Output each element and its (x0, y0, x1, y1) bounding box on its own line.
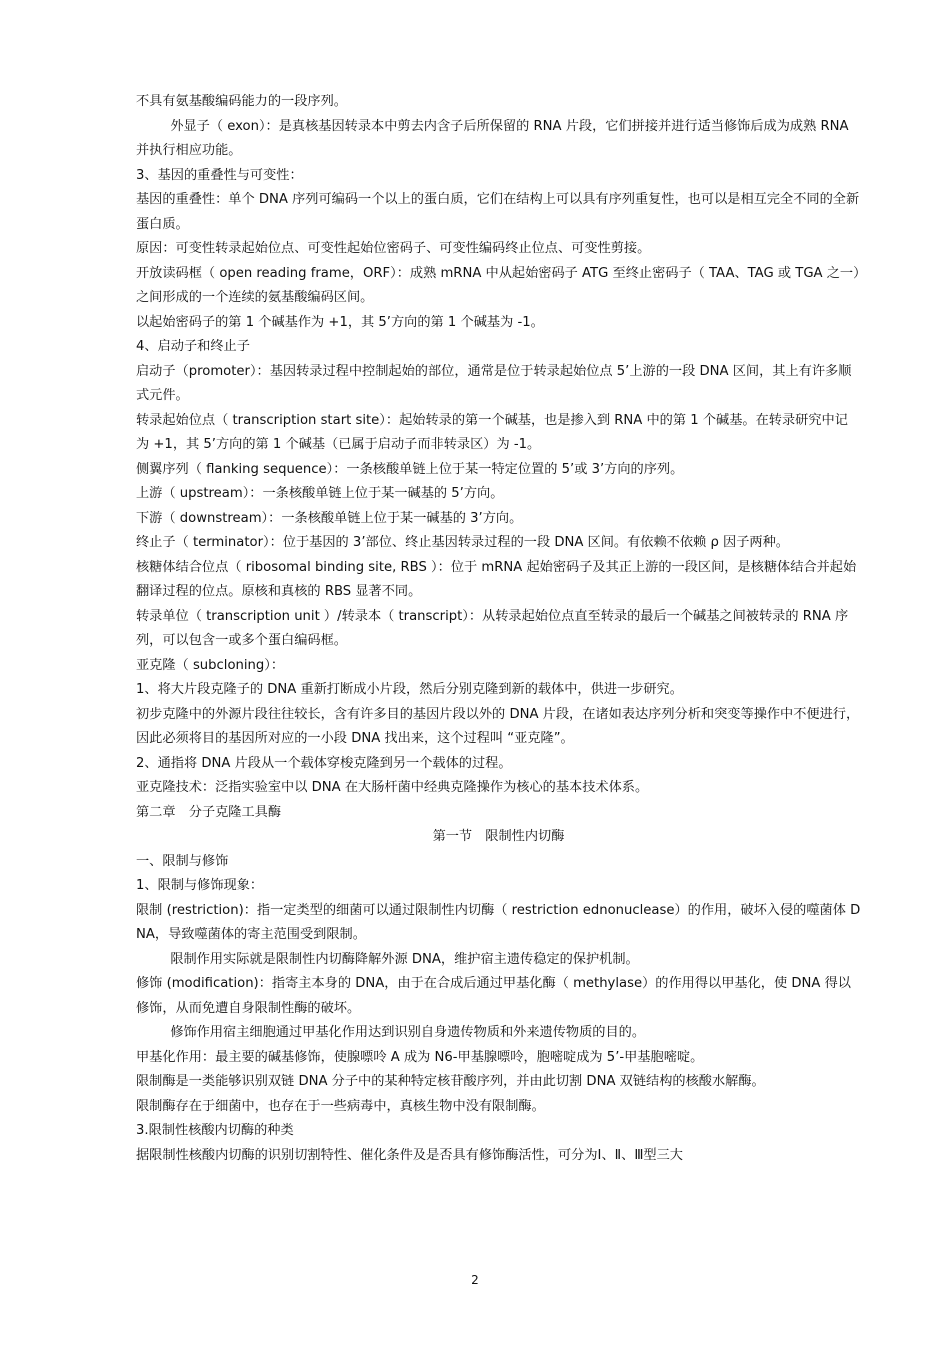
paragraph: 转录单位（ transcription unit ）/转录本（ transcript）：从转录起始位点直至转录的最后一个碱基之间被转录的 RNA 序列，可以包含一或多个蛋白编码框。 (136, 608, 849, 648)
paragraph: 核糖体结合位点（ ribosomal binding site, RBS ）：位于 mRNA 起始密码子及其正上游的一段区间，是核糖体结合并起始翻译过程的位点。原核和真核的 RBS 显著不同。 (136, 559, 857, 599)
section-heading: 一、限制与修饰 (136, 853, 229, 869)
paragraph: 甲基化作用：最主要的碱基修饰，使腺嘌呤 A 成为 N6-甲基腺嘌呤，胞嘧啶成为 5’-甲基胞嘧啶。 (136, 1049, 704, 1065)
document-body (136, 90, 861, 1168)
paragraph: 限制酶存在于细菌中，也存在于一些病毒中，真核生物中没有限制酶。 (136, 1098, 545, 1114)
paragraph: 基因的重叠性：单个 DNA 序列可编码一个以上的蛋白质，它们在结构上可以具有序列重复性，也可以是相互完全不同的全新蛋白质。 (136, 192, 860, 232)
paragraph: 不具有氨基酸编码能力的一段序列。 (136, 94, 347, 109)
paragraph: 1、将大片段克隆子的 DNA 重新打断成小片段，然后分别克隆到新的载体中，供进一步研究。 (136, 682, 683, 697)
paragraph: 修饰作用宿主细胞通过甲基化作用达到识别自身遗传物质和外来遗传物质的目的。 (170, 1025, 646, 1040)
paragraph: 以起始密码子的第 1 个碱基作为 +1，其 5’方向的第 1 个碱基为 -1。 (136, 314, 544, 330)
section-heading: 4、启动子和终止子 (136, 339, 250, 354)
paragraph: 原因：可变性转录起始位点、可变性起始位密码子、可变性编码终止位点、可变性剪接。 (136, 241, 651, 256)
section-heading: 3.限制性核酸内切酶的种类 (136, 1123, 294, 1138)
paragraph: 启动子（promoter）：基因转录过程中控制起始的部位，通常是位于转录起始位点 5’上游的一段 DNA 区间，其上有许多顺式元件。 (136, 363, 852, 403)
section-title: 第一节 限制性内切酶 (432, 829, 565, 844)
page-number: 2 (471, 1273, 479, 1287)
paragraph: 修饰 (modification)：指寄主本身的 DNA，由于在合成后通过甲基化酶（ methylase）的作用得以甲基化，使 DNA 得以修饰，从而免遭自身限制性酶的破坏。 (136, 976, 851, 1016)
paragraph: 外显子（ exon）：是真核基因转录本中剪去内含子后所保留的 RNA 片段，它们拼接并进行适当修饰后成为成熟 RNA 并执行相应功能。 (136, 118, 849, 158)
paragraph: 2、通指将 DNA 片段从一个载体穿梭克隆到另一个载体的过程。 (136, 755, 512, 771)
paragraph: 上游（ upstream）：一条核酸单链上位于某一碱基的 5’方向。 (136, 486, 504, 501)
paragraph: 限制 (restriction)：指一定类型的细菌可以通过限制性内切酶（ restriction ednonuclease）的作用，破坏入侵的噬菌体 DNA，导致噬菌体的寄主范围受到限制。 (136, 902, 861, 942)
section-heading: 1、限制与修饰现象： (136, 878, 264, 893)
paragraph: 侧翼序列（ flanking sequence）：一条核酸单链上位于某一特定位置的 5’或 3’方向的序列。 (136, 461, 684, 477)
paragraph: 据限制性核酸内切酶的识别切割特性、催化条件及是否具有修饰酶活性，可分为Ⅰ、Ⅱ、Ⅲ型三大 (136, 1147, 683, 1163)
section-heading: 3、基因的重叠性与可变性： (136, 167, 303, 183)
paragraph: 亚克隆技术：泛指实验室中以 DNA 在大肠杆菌中经典克隆操作为核心的基本技术体系。 (136, 780, 649, 795)
paragraph: 转录起始位点（ transcription start site）：起始转录的第一个碱基，也是掺入到 RNA 中的第 1 个碱基。在转录研究中记为 +1，其 5’方向的第 1 个碱基（已属于启动子而非转录区）为 -1。 (136, 412, 848, 452)
paragraph: 亚克隆（ subcloning）： (136, 657, 285, 673)
paragraph: 下游（ downstream）：一条核酸单链上位于某一碱基的 3’方向。 (136, 510, 523, 526)
paragraph: 限制作用实际就是限制性内切酶降解外源 DNA，维护宿主遗传稳定的保护机制。 (170, 951, 639, 967)
paragraph: 初步克隆中的外源片段往往较长，含有许多目的基因片段以外的 DNA 片段，在诸如表达序列分析和突变等操作中不便进行，因此必须将目的基因所对应的一小段 DNA 找出来，这个过程叫 “亚克隆”。 (136, 706, 860, 746)
paragraph: 终止子（ terminator）：位于基因的 3’部位、终止基因转录过程的一段 DNA 区间。有依赖不依赖 ρ 因子两种。 (136, 535, 789, 550)
chapter-heading: 第二章 分子克隆工具酶 (136, 804, 282, 820)
paragraph: 开放读码框（ open reading frame，ORF）：成熟 mRNA 中从起始密码子 ATG 至终止密码子（ TAA、TAG 或 TGA 之一）之间形成的一个连续的氨基酸编码区间。 (136, 265, 860, 305)
paragraph: 限制酶是一类能够识别双链 DNA 分子中的某种特定核苷酸序列，并由此切割 DNA 双链结构的核酸水解酶。 (136, 1074, 765, 1089)
